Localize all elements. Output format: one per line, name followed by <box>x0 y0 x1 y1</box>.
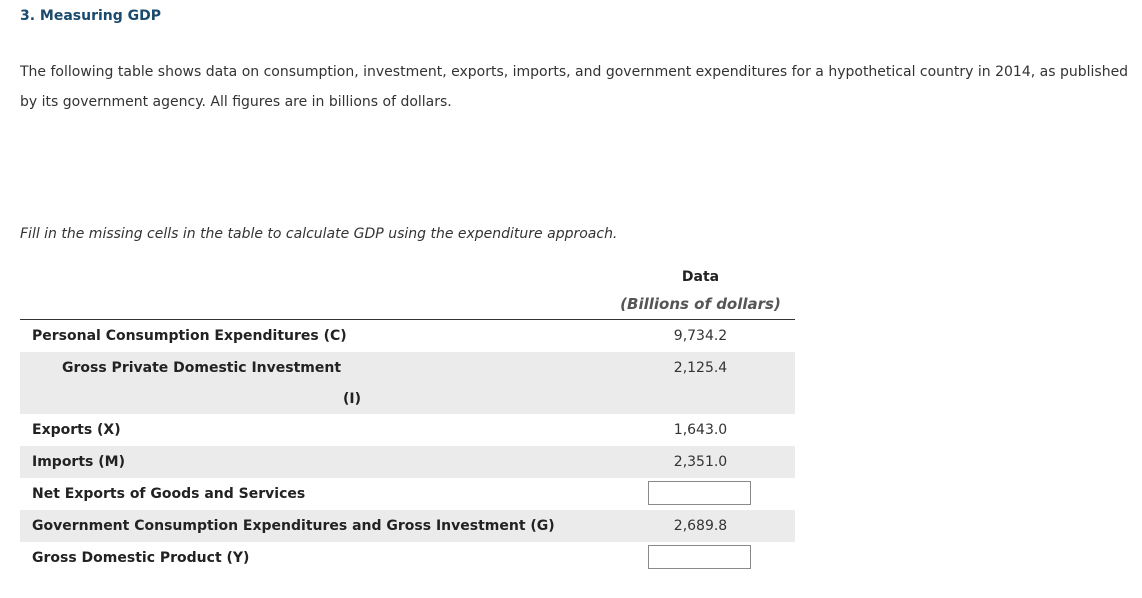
row-label: Exports (X) <box>32 422 121 438</box>
table-row-gdp <box>20 542 795 574</box>
table-row-exports <box>20 414 795 446</box>
row-label: Gross Private Domestic Investment <box>62 360 342 376</box>
table-row-net-exports <box>20 478 795 510</box>
table-row-consumption <box>20 320 795 352</box>
row-label: Gross Domestic Product (Y) <box>32 550 250 566</box>
instruction-text: Fill in the missing cells in the table to calculate GDP using the expenditure approach. <box>20 226 618 242</box>
column-subheading: (Billions of dollars) <box>620 295 781 313</box>
row-label: Personal Consumption Expenditures (C) <box>32 328 347 344</box>
row-value: 2,689.8 <box>673 518 728 534</box>
gdp-table <box>20 319 795 574</box>
row-value: 2,351.0 <box>673 454 728 470</box>
table-row-imports <box>20 446 795 478</box>
row-label: Government Consumption Expenditures and Gross Investment (G) <box>32 518 555 534</box>
page-title: 3. Measuring GDP <box>20 8 162 24</box>
gdp-input[interactable] <box>648 545 751 569</box>
table-row-government <box>20 510 795 542</box>
intro-paragraph: The following table shows data on consumption, investment, exports, imports, and government expenditures for a hypothetical country in 2014, as published by its government agency. All figures are in billions of dollars. <box>20 64 1129 110</box>
row-label: Imports (M) <box>32 454 125 470</box>
row-value: 1,643.0 <box>673 422 728 438</box>
column-heading: Data <box>681 269 720 285</box>
row-value: 9,734.2 <box>673 328 728 344</box>
row-label: Net Exports of Goods and Services <box>32 486 306 502</box>
row-value: 2,125.4 <box>673 360 728 376</box>
row-label-continuation: (I) <box>342 391 361 407</box>
table-row-investment <box>20 352 795 414</box>
net-exports-input[interactable] <box>648 481 751 505</box>
